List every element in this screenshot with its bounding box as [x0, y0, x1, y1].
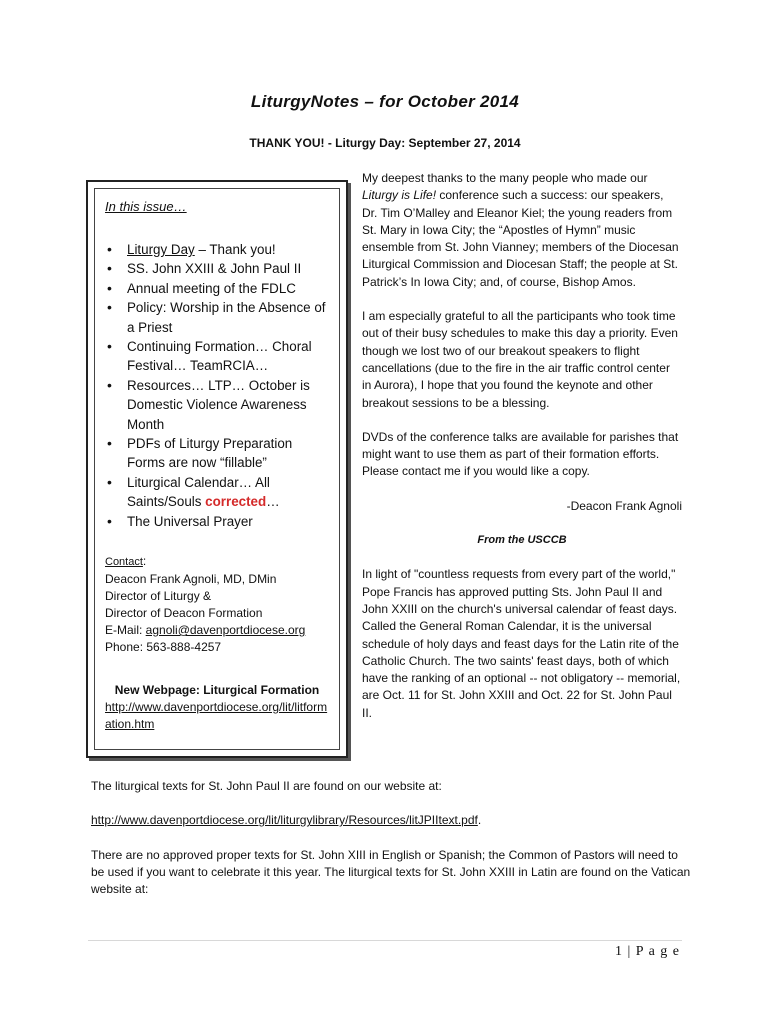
- conference-title: Liturgy is Life!: [362, 188, 437, 203]
- list-item: • The Universal Prayer: [105, 512, 329, 531]
- contact-role: Director of Liturgy &: [105, 589, 212, 604]
- list-item-text: Liturgical Calendar… All Saints/Souls: [127, 474, 270, 510]
- sidebar-box: [86, 180, 348, 758]
- list-item-text: …: [266, 494, 280, 510]
- bottom-section: [91, 778, 691, 915]
- main-column: [362, 170, 682, 739]
- issue-heading: In this issue…: [105, 199, 187, 214]
- signature: -Deacon Frank Agnoli: [566, 498, 682, 513]
- usccb-paragraph: In light of "countless requests from every part of the world," Pope Francis has approved putting Sts. John Paul II and John XXIII on the church's universal calendar of feast days. Called the General Roman Calendar, it is the universal schedule of holy days and feast days for the Latin rite of the Catholic Church. The two saints' feast days, both of which have the ranking of an optional -- not obligatory -- memorial, are Oct. 11 for St. John XXIII and Oct. 22 for St. John Paul II.: [362, 567, 681, 720]
- contact-phone: Phone: 563-888-4257: [105, 640, 222, 655]
- contact-email-line: [105, 622, 329, 639]
- new-webpage-title: New Webpage: Liturgical Formation: [114, 683, 320, 698]
- email-label: E-Mail:: [105, 623, 146, 638]
- contact-role: Director of Deacon Formation: [105, 606, 263, 621]
- contact-name: Deacon Frank Agnoli, MD, DMin: [105, 572, 277, 587]
- jpii-link-line: http://www.davenportdiocese.org/lit/liturgylibrary/Resources/litJPIItext.pdf.: [91, 813, 482, 828]
- sidebar-inner: [94, 188, 340, 750]
- jpii-texts-link[interactable]: http://www.davenportdiocese.org/lit/liturgylibrary/Resources/litJPIItext.pdf: [91, 813, 478, 828]
- list-item: [105, 240, 329, 259]
- list-item: • PDFs of Liturgy Preparation Forms are now “fillable”: [105, 434, 329, 473]
- page-subtitle: THANK YOU! - Liturgy Day: September 27, 2014: [249, 136, 521, 150]
- contact-block: [105, 553, 329, 656]
- list-item: • Resources… LTP… October is Domestic Violence Awareness Month: [105, 376, 329, 434]
- list-item: • Policy: Worship in the Absence of a Priest: [105, 298, 329, 337]
- email-link[interactable]: agnoli@davenportdiocese.org: [145, 623, 306, 638]
- contact-heading: Contact:: [105, 554, 147, 569]
- new-webpage-block: [105, 682, 329, 733]
- new-webpage-link[interactable]: http://www.davenportdiocese.org/lit/litformation.htm: [105, 700, 328, 732]
- usccb-heading: From the USCCB: [477, 534, 567, 547]
- liturgy-day-link[interactable]: Liturgy Day: [127, 242, 195, 257]
- list-item: [105, 473, 329, 512]
- page-title: LiturgyNotes – for October 2014: [250, 92, 520, 111]
- dvd-paragraph: DVDs of the conference talks are available for parishes that might want to use them as part of their formation efforts. Please contact me if you would like a copy.: [362, 429, 679, 479]
- footer-divider: [88, 940, 682, 941]
- jxxiii-paragraph: There are no approved proper texts for St. John XIII in English or Spanish; the Common of Pastors will need to be used if you want to celebrate it this year. The liturgical texts for St. John XXIII in Latin are found on the Vatican website at:: [91, 847, 691, 897]
- jpii-texts-line: The liturgical texts for St. John Paul II are found on our website at:: [91, 779, 442, 793]
- corrected-label: corrected: [205, 494, 267, 510]
- page-number: 1 | P a g e: [615, 944, 680, 959]
- grateful-paragraph: I am especially grateful to all the participants who took time out of their busy schedules to make this day a priority. Even though we lost two of our breakout speakers to flight cancellations (due to the fire in the air traffic control center in Aurora), I hope that you found the keynote and other breakout sessions to be a blessing.: [362, 309, 678, 410]
- list-item: • Continuing Formation… Choral Festival… TeamRCIA…: [105, 337, 329, 376]
- issue-list: [105, 240, 329, 531]
- thanks-paragraph: My deepest thanks to the many people who made our Liturgy is Life! conference such a success: our speakers, Dr. Tim O’Malley and Eleanor Kiel; the young readers from St. Mary in Iowa City; the “Apostles of Hymn” music ensemble from St. John Vianney; members of the Diocesan Liturgical Commission and Diocesan Staff; the people at St. Patrick’s In Iowa City; and, of course, Bishop Amos.: [362, 171, 679, 289]
- list-item: • SS. John XXIII & John Paul II: [105, 259, 329, 278]
- list-item: • Annual meeting of the FDLC: [105, 279, 329, 298]
- list-item-text: – Thank you!: [194, 242, 276, 257]
